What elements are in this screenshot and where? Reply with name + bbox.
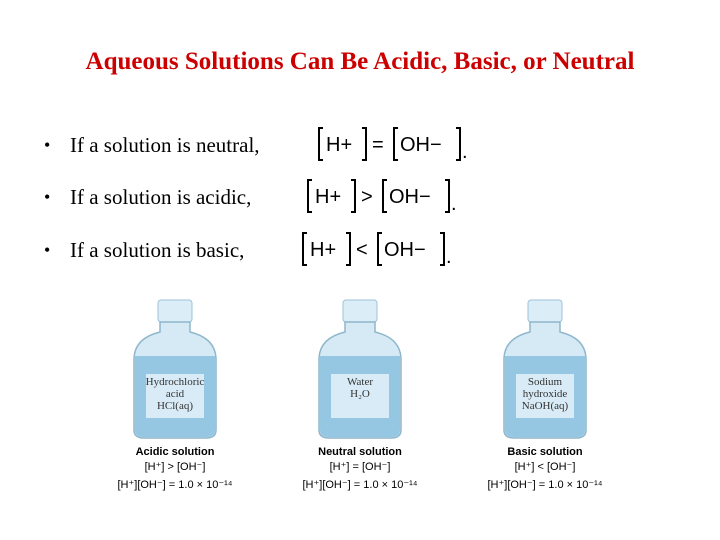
bullet-text: If a solution is basic, [70, 237, 245, 262]
slide-title: Aqueous Solutions Can Be Acidic, Basic, or Neutral [85, 48, 635, 75]
bullet-dot: • [44, 134, 51, 155]
bottle-illustration [90, 298, 260, 443]
bottle-label-line: Sodium [527, 376, 563, 388]
bullet-dot: • [44, 239, 51, 260]
formula-basic [302, 229, 462, 269]
bottle-label-line: HCl(aq) [156, 400, 194, 412]
formula-period: . [446, 246, 452, 268]
formula-acidic [307, 176, 467, 216]
formula-operator: = [372, 134, 384, 156]
bottle-label-line: Water [347, 376, 373, 388]
bottle-label-line: acid [165, 388, 185, 400]
caption-relation: [H⁺] > [OH⁻] [144, 461, 206, 473]
formula-neutral [318, 124, 478, 164]
formula-left: H+ [326, 134, 353, 156]
bottle-illustration [460, 298, 630, 443]
bottle-neutral [275, 298, 445, 538]
formula-left: H+ [310, 239, 337, 261]
bullet-text: If a solution is acidic, [70, 184, 252, 209]
formula-operator: < [356, 239, 368, 261]
bullet-neutral [44, 125, 260, 165]
caption-title: Basic solution [507, 446, 583, 458]
bottle-acidic [90, 298, 260, 538]
caption-kw: [H⁺][OH⁻] = 1.0 × 10⁻¹⁴ [117, 479, 233, 491]
formula-right: OH− [389, 186, 431, 208]
caption-kw: [H⁺][OH⁻] = 1.0 × 10⁻¹⁴ [487, 479, 603, 491]
bullet-text: If a solution is neutral, [70, 132, 260, 157]
caption-relation: [H⁺] = [OH⁻] [329, 461, 391, 473]
formula-period: . [462, 141, 468, 163]
caption-title: Neutral solution [318, 446, 402, 458]
bottle-label-line: H₂O [350, 388, 370, 400]
formula-right: OH− [400, 134, 442, 156]
bottle-illustration [275, 298, 445, 443]
formula-left: H+ [315, 186, 342, 208]
bullet-dot: • [44, 186, 51, 207]
caption-relation: [H⁺] < [OH⁻] [514, 461, 576, 473]
bottle-label-line: hydroxide [522, 388, 568, 400]
formula-right: OH− [384, 239, 426, 261]
caption-kw: [H⁺][OH⁻] = 1.0 × 10⁻¹⁴ [302, 479, 418, 491]
caption-title: Acidic solution [135, 446, 215, 458]
formula-period: . [451, 193, 457, 215]
bottle-label-line: Hydrochloric [145, 376, 205, 388]
bullet-acidic [44, 177, 251, 217]
formula-operator: > [361, 186, 373, 208]
bottle-label-line: NaOH(aq) [521, 400, 569, 412]
bullet-basic [44, 230, 244, 270]
bottle-basic [460, 298, 630, 538]
